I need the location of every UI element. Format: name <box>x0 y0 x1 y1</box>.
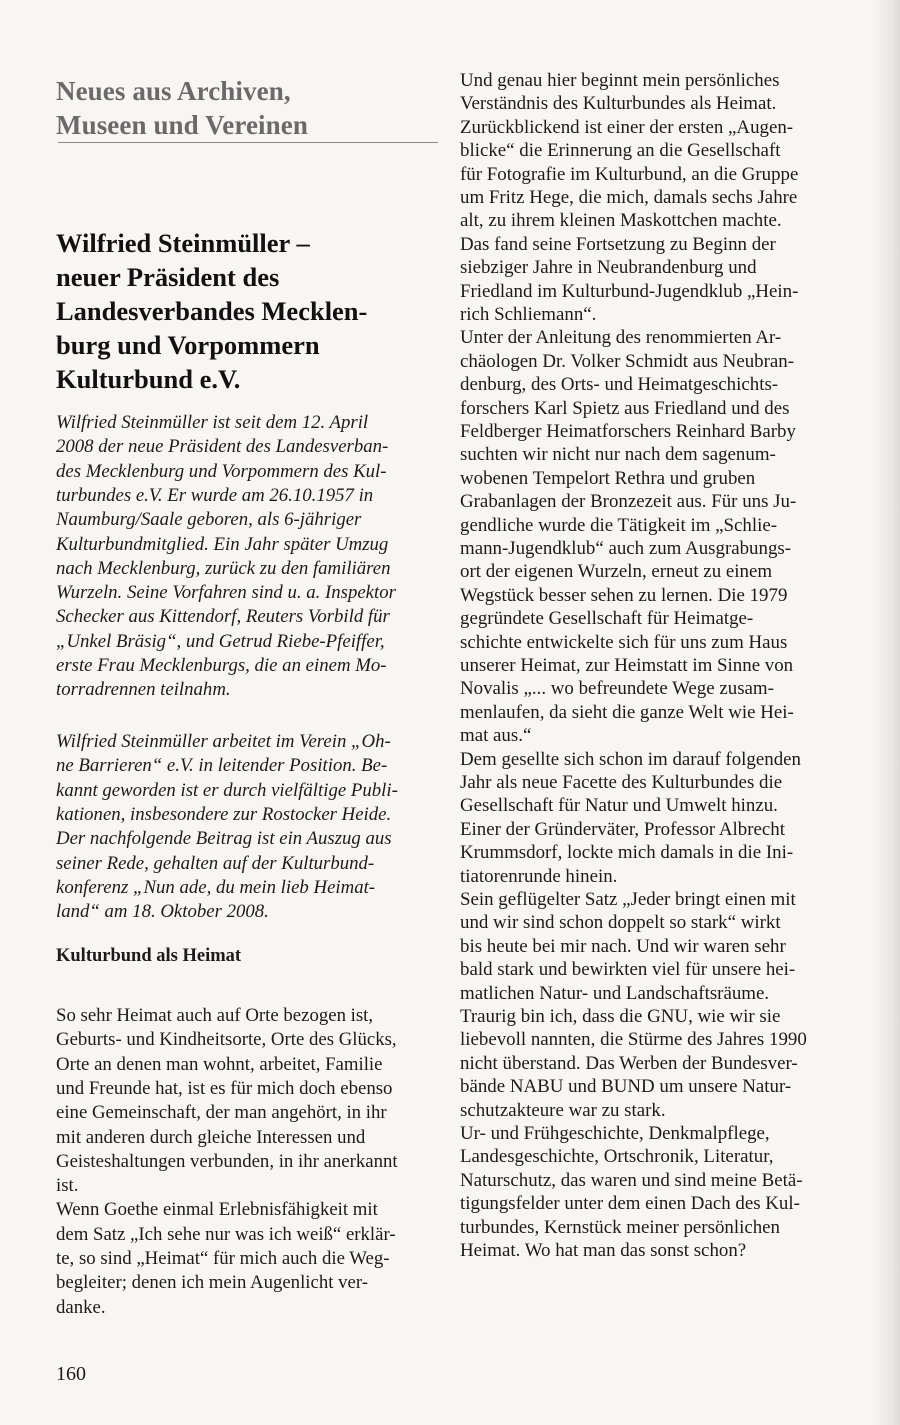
text-line: kannt geworden ist er durch vielfältige Publi- <box>56 779 398 801</box>
text-line: Geburts- und Kindheitsorte, Orte des Glücks, <box>56 1029 397 1051</box>
text-line: ne Barrieren“ e.V. in leitender Position. Be- <box>56 755 388 777</box>
text-line: Krummsdorf, lockte mich damals in die Ini- <box>460 842 794 864</box>
section-header-line: Neues aus Archiven, <box>56 76 291 106</box>
text-line: kationen, insbesondere zur Rostocker Heide. <box>56 803 392 825</box>
text-line: te, so sind „Heimat“ für mich auch die Weg- <box>56 1248 390 1269</box>
text-line: danke. <box>56 1296 106 1318</box>
text-line: nicht überstand. Das Werben der Bundesver- <box>460 1052 798 1074</box>
text-line: Unter der Anleitung des renommierten Ar- <box>460 327 782 349</box>
text-line: chäologen Dr. Volker Schmidt aus Neubran- <box>460 350 795 372</box>
text-line: mat aus.“ <box>460 725 532 747</box>
text-line: tigungsfelder unter dem einen Dach des Kul- <box>460 1193 800 1215</box>
text-line: suchten wir nicht nur nach dem sagenum- <box>460 444 776 466</box>
text-line: Und genau hier beginnt mein persönliches <box>460 70 780 91</box>
text-line: Landesgeschichte, Ortschronik, Literatur, <box>460 1146 774 1168</box>
text-line: Kulturbundmitglied. Ein Jahr später Umzug <box>56 533 389 555</box>
text-line: torradrennen teilnahm. <box>56 679 231 701</box>
text-line: blicke“ die Erinnerung an die Gesellschaft <box>460 140 781 162</box>
text-line: Das fand seine Fortsetzung zu Beginn der <box>460 233 776 255</box>
title-line: burg und Vorpommern <box>56 330 320 360</box>
section-header-line: Museen und Vereinen <box>56 110 308 140</box>
text-line: gendliche wurde die Tätigkeit im „Schlie- <box>460 514 778 536</box>
title-line: Kulturbund e.V. <box>56 364 241 394</box>
text-line: gegründete Gesellschaft für Heimatge- <box>460 608 754 630</box>
text-line: dem Satz „Ich sehe nur was ich weiß“ erklär- <box>56 1223 396 1245</box>
text-line: Naturschutz, das waren und sind meine Betä- <box>460 1169 803 1191</box>
text-line: tiatorenrunde hinein. <box>460 865 618 887</box>
text-line: Friedland im Kulturbund-Jugendklub „Hein- <box>460 280 799 302</box>
text-line: schutzakteure war zu stark. <box>460 1099 666 1121</box>
text-line: Dem gesellte sich schon im darauf folgenden <box>460 748 801 770</box>
text-line: Sein geflügelter Satz „Jeder bringt einen mit <box>460 889 796 910</box>
text-line: denburg, des Orts- und Heimatgeschichts- <box>460 374 779 396</box>
text-line: Novalis „... wo befreundete Wege zusam- <box>460 678 774 700</box>
text-line: bände NABU und BUND um unsere Natur- <box>460 1076 792 1098</box>
text-line: Schecker aus Kittendorf, Reuters Vorbild für <box>56 606 390 628</box>
text-line: Feldberger Heimatforschers Reinhard Barby <box>460 421 796 442</box>
text-line: Heimat. Wo hat man das sonst schon? <box>460 1240 747 1261</box>
text-line: Wilfried Steinmüller arbeitet im Verein „Oh- <box>56 731 391 752</box>
text-line: seiner Rede, gehalten auf der Kulturbund- <box>56 852 375 874</box>
text-line: Verständnis des Kulturbundes als Heimat. <box>460 93 777 115</box>
text-line: 2008 der neue Präsident des Landesverban- <box>56 436 389 458</box>
text-line: Gesellschaft für Natur und Umwelt hinzu. <box>460 795 778 817</box>
text-line: Ur- und Frühgeschichte, Denkmalpflege, <box>460 1123 770 1144</box>
text-line: und Freunde hat, ist es für mich doch ebenso <box>56 1077 393 1099</box>
text-line: und wir sind schon doppelt so stark“ wirkt <box>460 912 781 934</box>
text-line: bald stark und bewirkten viel für unsere hei- <box>460 959 796 981</box>
text-line: rich Schliemann“. <box>460 304 597 325</box>
text-line: alt, zu ihrem kleinen Maskottchen machte. <box>460 210 782 232</box>
text-line: Grabanlagen der Bronzezeit aus. Für uns Ju- <box>460 491 797 513</box>
text-line: schichte entwickelte sich für uns zum Haus <box>460 631 788 653</box>
title-line: Wilfried Steinmüller – <box>56 228 310 258</box>
text-line: Orte an denen man wohnt, arbeitet, Familie <box>56 1053 383 1075</box>
text-line: „Unkel Bräsig“, und Getrud Riebe-Pfeiffer, <box>56 630 385 652</box>
text-line: matlichen Natur- und Landschaftsräume. <box>460 982 770 1004</box>
text-line: Geisteshaltungen verbunden, in ihr anerkannt <box>56 1150 398 1172</box>
text-line: Einer der Gründerväter, Professor Albrecht <box>460 818 785 840</box>
text-line: für Fotografie im Kulturbund, an die Gruppe <box>460 163 799 185</box>
text-line: siebziger Jahre in Neubrandenburg und <box>460 257 757 279</box>
text-line: nach Mecklenburg, zurück zu den familiären <box>56 557 391 579</box>
text-line: land“ am 18. Oktober 2008. <box>56 901 269 923</box>
section-rule <box>58 142 438 143</box>
text-line: Wilfried Steinmüller ist seit dem 12. April <box>56 412 369 433</box>
text-line: mit anderen durch gleiche Interessen und <box>56 1126 366 1148</box>
text-line: um Fritz Hege, die mich, damals sechs Jahre <box>460 187 798 208</box>
text-line: liebevoll nannten, die Stürme des Jahres 1990 <box>460 1029 807 1051</box>
text-line: Naumburg/Saale geboren, als 6-jähriger <box>56 509 362 531</box>
text-line: Der nachfolgende Beitrag ist ein Auszug aus <box>56 828 392 850</box>
text-line: des Mecklenburg und Vorpommern des Kul- <box>56 460 387 482</box>
text-line: menlaufen, da sieht die ganze Welt wie Hei- <box>460 701 794 723</box>
text-line: turbundes, Kernstück meiner persönlichen <box>460 1216 780 1238</box>
text-line: forschers Karl Spietz aus Friedland und des <box>460 397 790 419</box>
text-line: Zurückblickend ist einer der ersten „Augen- <box>460 116 794 138</box>
text-line: Jahr als neue Facette des Kulturbundes die <box>460 772 783 793</box>
text-line: ist. <box>56 1175 79 1197</box>
page-number: 160 <box>56 1363 86 1385</box>
text-line: Wegstück besser sehen zu lernen. Die 1979 <box>460 584 788 606</box>
text-line: wobenen Tempelort Rethra und gruben <box>460 467 756 489</box>
text-line: eine Gemeinschaft, der man angehört, in ihr <box>56 1102 387 1124</box>
title-line: Landesverbandes Mecklen- <box>56 296 368 326</box>
page-edge-shadow <box>874 0 900 1425</box>
text-line: konferenz „Nun ade, du mein lieb Heimat- <box>56 876 376 898</box>
subheading: Kulturbund als Heimat <box>56 946 242 966</box>
text-line: Traurig bin ich, dass die GNU, wie wir sie <box>460 1006 781 1027</box>
text-line: unserer Heimat, zur Heimstatt im Sinne von <box>460 655 794 676</box>
text-line: mann-Jugendklub“ auch zum Ausgrabungs- <box>460 538 792 559</box>
text-line: Wenn Goethe einmal Erlebnisfähigkeit mit <box>56 1199 378 1221</box>
text-line: begleiter; denen ich mein Augenlicht ver- <box>56 1272 369 1294</box>
text-line: erste Frau Mecklenburgs, die an einem Mo- <box>56 655 387 676</box>
text-line: bis heute bei mir nach. Und wir waren sehr <box>460 935 786 957</box>
title-line: neuer Präsident des <box>56 262 280 292</box>
text-line: So sehr Heimat auch auf Orte bezogen ist, <box>56 1005 374 1026</box>
text-line: Wurzeln. Seine Vorfahren sind u. a. Inspektor <box>56 582 396 604</box>
text-line: turbundes e.V. Er wurde am 26.10.1957 in <box>56 484 374 506</box>
text-line: ort der eigenen Wurzeln, erneut zu einem <box>460 561 773 583</box>
